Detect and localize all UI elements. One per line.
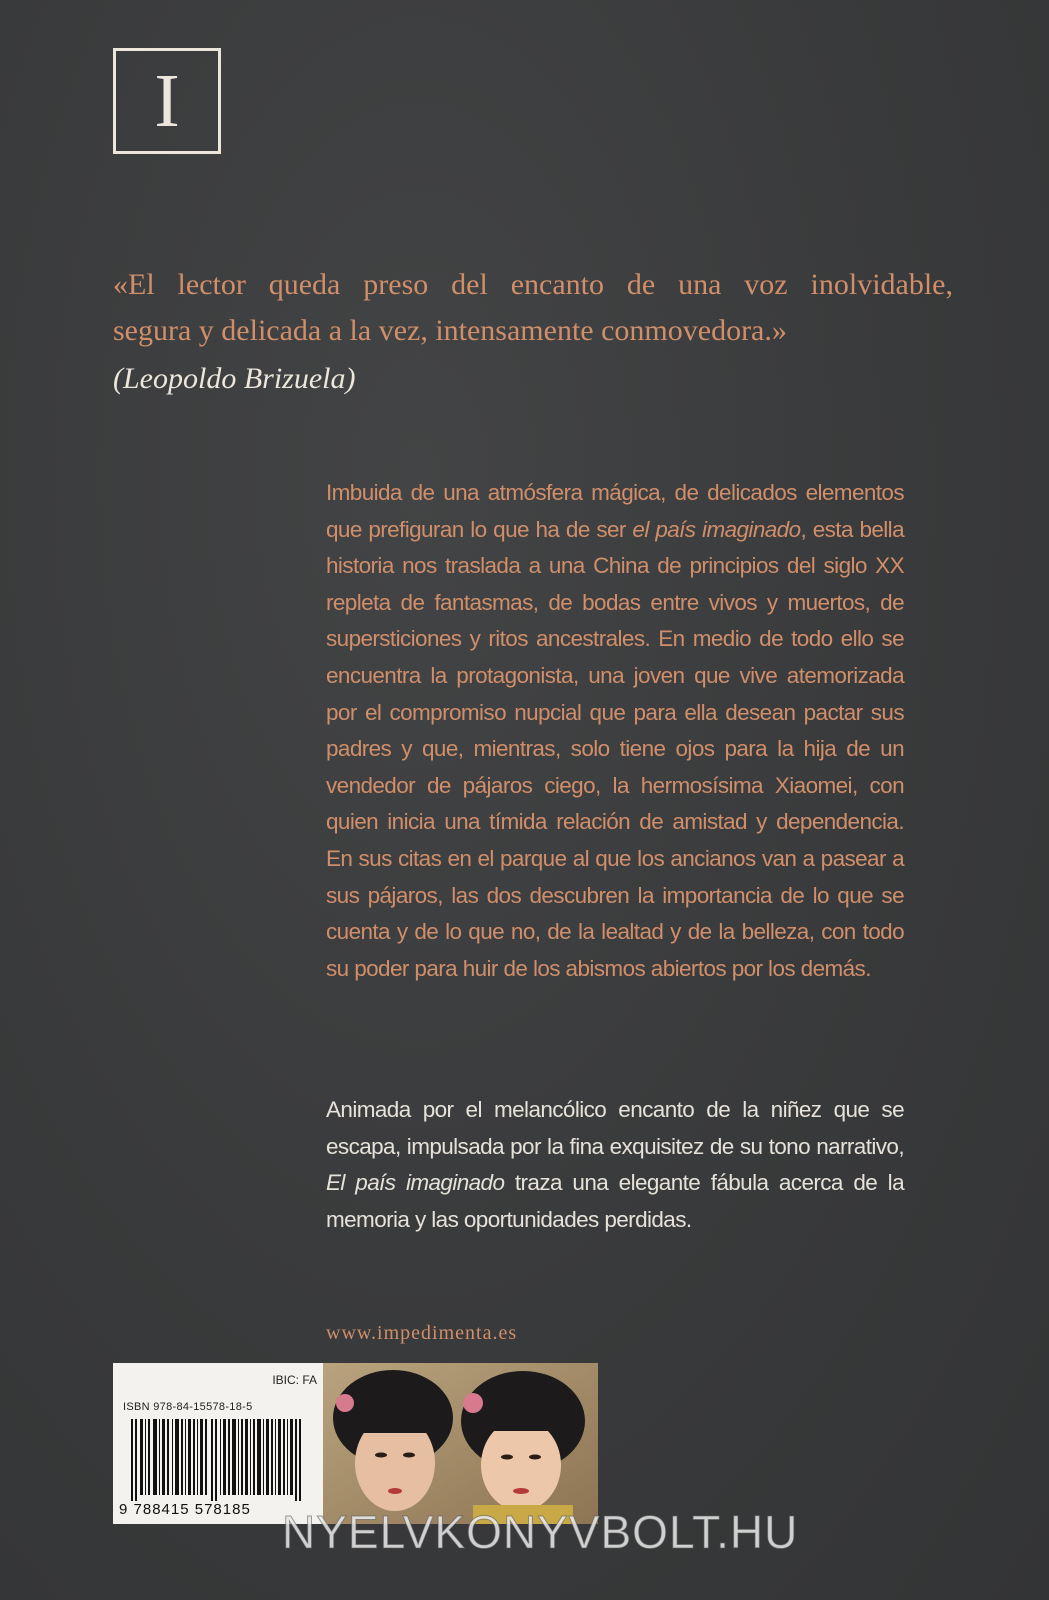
synopsis-text: Animada por el melancólico encanto de la niñez que se escapa, impulsada por la fina exquisitez de su tono narrativo,: [326, 1097, 904, 1159]
watermark-text: NYELVKONYVBOLT.HU: [282, 1506, 799, 1558]
barcode-number: 9 788415 578185: [119, 1501, 251, 1518]
logo-glyph: I: [154, 59, 180, 143]
bibic-code: IBIC: FA: [272, 1373, 317, 1387]
synopsis-text: traza una elegante fábula acerca de la memoria y las oportunidades perdidas.: [326, 1170, 904, 1232]
synopsis-text: Imbuida de una atmósfera mágica, de delicados elementos que prefiguran lo que ha de ser: [326, 480, 904, 542]
cover-photo: [323, 1363, 598, 1524]
quote-line-1: «El lector queda preso del encanto de una voz inolvidable,: [113, 268, 953, 301]
synopsis-text: , esta bella historia nos traslada a una China de principios del siglo XX repleta de fantasmas, de bodas entre vivos y muertos, de supersticiones y ritos ancestrales. En medio de todo ello se encuentra la protagonista, una joven que vive atemorizada por el compromiso nupcial que para ella desean pactar sus padres y que, mientras, solo tiene ojos para la hija de un vendedor de pájaros ciego, la hermosísima Xiaomei, con quien inicia una tímida relación de amistad y dependencia. En sus citas en el parque al que los ancianos van a pasear a sus pájaros, las dos descubren la importancia de lo que se cuenta y de lo que no, de la lealtad y de la belleza, con todo su poder para huir de los abismos abiertos por los demás.: [326, 516, 904, 981]
isbn-label: ISBN 978-84-15578-18-5: [123, 1401, 253, 1413]
publisher-website[interactable]: www.impedimenta.es: [326, 1322, 518, 1344]
quote-attribution: (Leopoldo Brizuela): [113, 362, 356, 395]
book-title-inline: el país imaginado: [632, 516, 801, 542]
review-quote: [113, 262, 953, 354]
quote-line-2: segura y delicada a la vez, intensamente conmovedora.»: [113, 314, 787, 347]
barcode-icon: [131, 1419, 311, 1501]
book-title-inline: El país imaginado: [326, 1170, 505, 1196]
synopsis-paragraph-2: [326, 1092, 904, 1238]
synopsis-paragraph-1: [326, 475, 904, 987]
barcode-panel: [113, 1363, 323, 1524]
two-women-portrait-image: [323, 1363, 598, 1524]
publisher-logo: [113, 48, 221, 154]
